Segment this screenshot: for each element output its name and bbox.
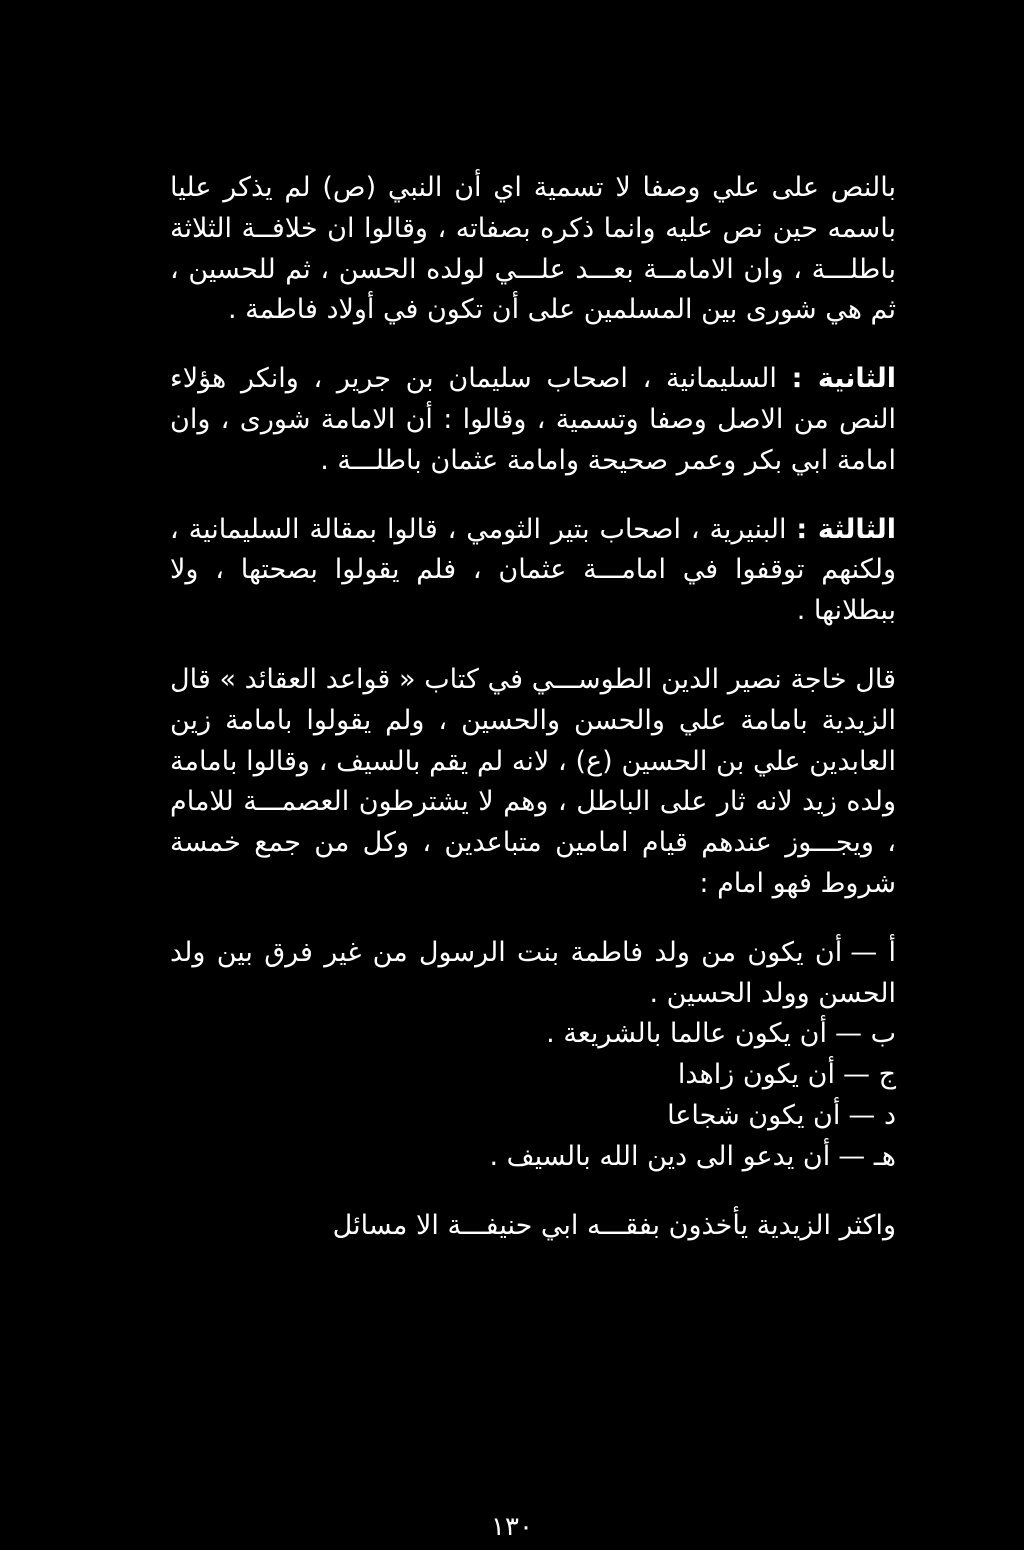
condition-text: أن يكون زاهدا — [677, 1059, 835, 1091]
condition-item — [170, 1055, 896, 1096]
tusi-quote-text: قال خاجة نصير الدين الطوســـي في كتاب « قواعد العقائد » قال الزيدية بامامة علي والحسن والحسين ، ولم يقولوا بامامة زين العابدين علي بن الحسين (ع) ، لانه لم يقم بالسيف ، وقالوا بامامة ولده زيد لانه ثار على الباطل ، وهم لا يشترطون العصمـــة للامام ، ويجـــوز عندهم قيام امامين متباعدين ، وكل من جمع خمسة شروط فهو امام : — [170, 663, 896, 899]
condition-item — [170, 1096, 896, 1137]
condition-text: أن يكون من ولد فاطمة بنت الرسول من غير فرق بين ولد الحسن وولد الحسين . — [170, 936, 896, 1009]
third-sect-text: البنيرية ، اصحاب بتير الثومي ، قالوا بمقالة السليمانية ، ولكنهم توقفوا في امامـــة عثمان ، فلم يقولوا بصحتها ، ولا ببطلانها . — [170, 513, 896, 627]
condition-text: أن يكون عالما بالشريعة . — [546, 1018, 827, 1050]
paragraph-intro — [170, 168, 896, 331]
condition-text: أن يدعو الى دين الله بالسيف . — [489, 1140, 831, 1172]
paragraph-second-sect — [170, 359, 896, 481]
paragraph-third-sect — [170, 510, 896, 632]
condition-marker: د — — [848, 1099, 896, 1131]
page-number: ١٣٠ — [491, 1512, 533, 1542]
closing-text: واكثر الزيدية يأخذون بفقـــه ابي حنيفـــة الا مسائل — [332, 1209, 896, 1241]
condition-marker: ب — — [834, 1018, 896, 1050]
condition-item — [170, 1014, 896, 1055]
condition-marker: هـ — — [838, 1140, 896, 1172]
paragraph-closing — [170, 1206, 896, 1247]
second-sect-text: السليمانية ، اصحاب سليمان بن جرير ، وانكر هؤلاء النص من الاصل وصفا وتسمية ، وقالوا : أن الامامة شورى ، وان امامة ابي بكر وعمر صحيحة وامامة عثمان باطلـــة . — [170, 363, 896, 476]
condition-item — [170, 1137, 896, 1178]
condition-marker: أ — — [850, 936, 896, 968]
condition-text: أن يكون شجاعا — [667, 1099, 841, 1131]
condition-marker: ج — — [842, 1059, 896, 1091]
imam-conditions-list — [170, 933, 896, 1178]
paragraph-tusi-quote — [170, 660, 896, 905]
condition-item — [170, 933, 896, 1015]
second-sect-heading: الثانية : — [791, 363, 896, 395]
paragraph-intro-text: بالنص على علي وصفا لا تسمية اي أن النبي (ص) لم يذكر عليا باسمه حين نص عليه وانما ذكره بصفاته ، وقالوا ان خلافــة الثلاثة باطلـــة ، وان الامامــة بعـــد علـــي لولده الحسن ، ثم للحسين ، ثم هي شورى بين المسلمين على أن تكون في أولاد فاطمة . — [170, 172, 896, 326]
third-sect-heading: الثالثة : — [796, 513, 896, 545]
page-body — [170, 168, 896, 1246]
